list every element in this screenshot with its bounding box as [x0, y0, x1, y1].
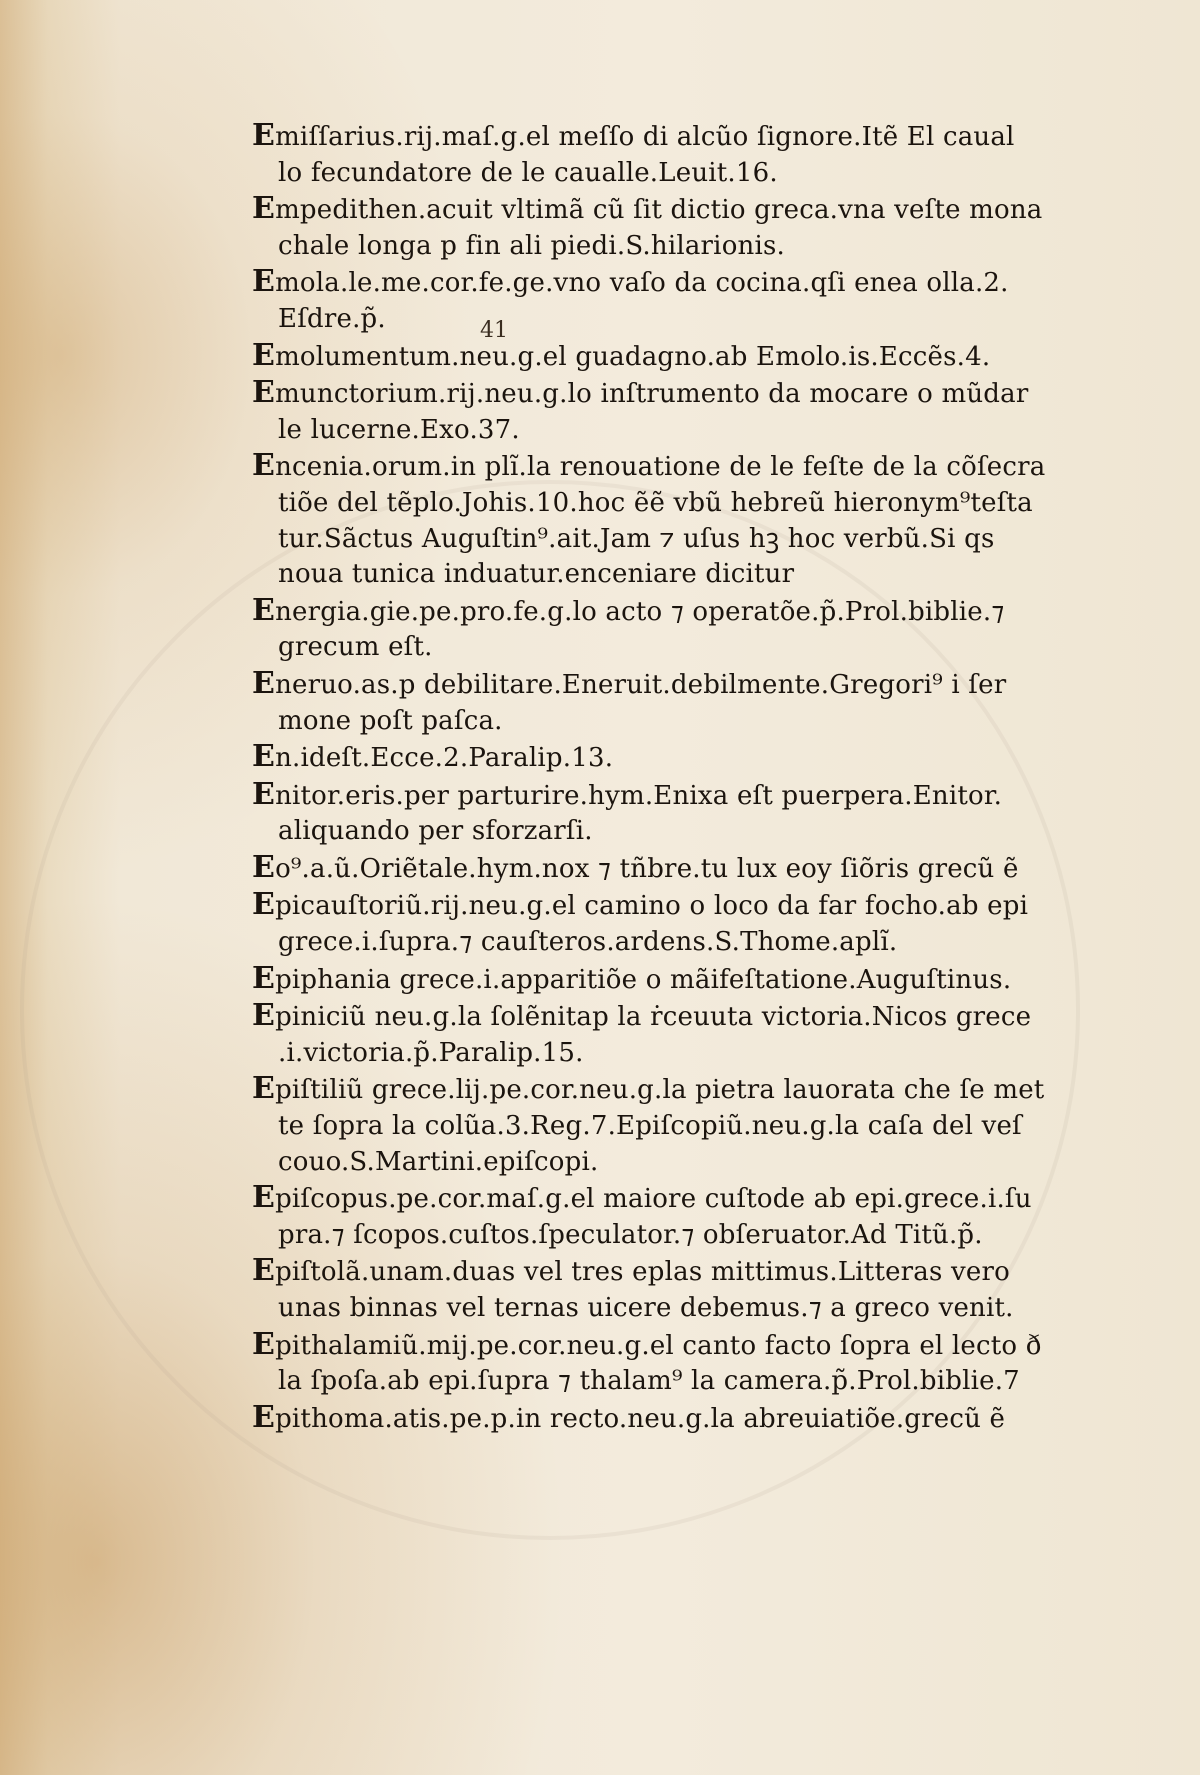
entry-headline: Eo⁹.a.ũ.Oriẽtale.hym.nox ⁊ tñbre.tu lux eoy ſiõris grecũ ẽ	[252, 849, 1019, 885]
dictionary-entry	[252, 375, 1162, 448]
entry-continuation-line: tur.Sãctus Auguſtin⁹.ait.Jam ⁊ uſus hꝫ hoc verbũ.Si qs	[278, 523, 995, 554]
dictionary-entry	[252, 777, 1162, 850]
entry-continuation-line: te ſopra la colũa.3.Reg.7.Epiſcopiũ.neu.g.la caſa del veſ	[278, 1111, 1022, 1142]
dictionary-entry	[252, 998, 1162, 1071]
dictionary-text-column	[252, 118, 1162, 1437]
entry-continuation-line: chale longa p fin ali piedi.S.hilarionis.	[278, 230, 786, 261]
entry-headline: Emiſſarius.rij.maſ.g.el meſſo di alcũo ſignore.Itẽ El caual	[252, 118, 1015, 153]
handwritten-folio-mark: 41	[480, 318, 508, 343]
entry-continuation-line: tiõe del tẽplo.Johis.10.hoc ẽẽ vbũ hebreũ hieronym⁹teſta	[278, 487, 1033, 518]
entry-headline: Eneruo.as.p debilitare.Eneruit.debilmente.Gregori⁹ i ſer	[252, 665, 1007, 701]
entry-headline: Epithoma.atis.pe.p.in recto.neu.g.la abreuiatiõe.grecũ ẽ	[252, 1399, 1006, 1435]
dictionary-entry	[252, 739, 1162, 777]
dictionary-entry	[252, 1400, 1162, 1438]
entry-continuation-line: pra.⁊ ſcopos.cuſtos.ſpeculator.⁊ obſeruator.Ad Titũ.p̃.	[278, 1219, 983, 1250]
dictionary-entry	[252, 1071, 1162, 1180]
entry-continuation-line: grece.i.ſupra.⁊ cauſteros.ardens.S.Thome.aplĩ.	[278, 927, 898, 958]
entry-continuation-line: lo fecundatore de le caualle.Leuit.16.	[278, 157, 778, 188]
entry-headline: Epiſtolã.unam.duas vel tres eplas mittimus.Litteras vero	[252, 1253, 1010, 1289]
entry-continuation-line: unas binnas vel ternas uicere debemus.⁊ a greco venit.	[278, 1293, 1014, 1323]
dictionary-entry	[252, 448, 1162, 592]
dictionary-entry	[252, 118, 1162, 191]
entry-headline: Epithalamiũ.mij.pe.cor.neu.g.el canto facto ſopra el lecto ð	[252, 1326, 1042, 1362]
dictionary-entry	[252, 1253, 1162, 1326]
dictionary-entry	[252, 887, 1162, 960]
entry-headline: Encenia.orum.in plĩ.la renouatione de le feſte de la cõſecra	[252, 448, 1046, 484]
entry-continuation-line: la ſpoſa.ab epi.ſupra ⁊ thalam⁹ la camera.p̃.Prol.biblie.7	[278, 1366, 1020, 1397]
entry-headline: Epicauſtoriũ.rij.neu.g.el camino o loco da far focho.ab epi	[252, 887, 1029, 923]
entry-continuation-line: aliquando per sforzarſi.	[278, 816, 593, 847]
entry-headline: Emolumentum.neu.g.el guadagno.ab Emolo.is.Eccẽs.4.	[252, 337, 991, 373]
entry-headline: Epiſtiliũ grece.lij.pe.cor.neu.g.la pietra lauorata che ſe met	[252, 1071, 1045, 1107]
entry-continuation-line: le lucerne.Exo.37.	[278, 414, 520, 445]
entry-continuation-line: grecum eſt.	[278, 632, 433, 663]
dictionary-entry	[252, 1327, 1162, 1400]
dictionary-entry	[252, 666, 1162, 739]
entry-headline: Energia.gie.pe.pro.fe.g.lo acto ⁊ operatõe.p̃.Prol.biblie.⁊	[252, 592, 1005, 628]
dictionary-entry	[252, 850, 1162, 888]
entry-headline: Emunctorium.rij.neu.g.lo inſtrumento da mocare o mũdar	[252, 375, 1029, 411]
entry-headline: Emola.le.me.cor.fe.ge.vno vaſo da cocina.qſi enea olla.2.	[252, 264, 1009, 300]
dictionary-entry	[252, 191, 1162, 264]
entry-headline: Enitor.eris.per parturire.hym.Enixa eſt puerpera.Enitor.	[252, 776, 1003, 812]
dictionary-entry	[252, 1180, 1162, 1253]
dictionary-entry	[252, 593, 1162, 666]
entry-headline: Epiſcopus.pe.cor.maſ.g.el maiore cuſtode ab epi.grece.i.ſu	[252, 1180, 1032, 1216]
entry-headline: Epiphania grece.i.apparitiõe o mãifeſtatione.Auguſtinus.	[252, 960, 1012, 996]
entry-continuation-line: mone poſt paſca.	[278, 705, 503, 736]
entry-headline: Epiniciũ neu.g.la ſolẽnitap la ṙceuuta victoria.Nicos grece	[252, 998, 1032, 1034]
entry-continuation-line: .i.victoria.p̃.Paralip.15.	[278, 1037, 584, 1068]
entry-headline: En.ideſt.Ecce.2.Paralip.13.	[252, 739, 614, 775]
entry-continuation-line: couo.S.Martini.epiſcopi.	[278, 1146, 599, 1177]
dictionary-entry	[252, 961, 1162, 999]
entry-continuation-line: noua tunica induatur.enceniare dicitur	[278, 559, 795, 590]
dictionary-entry	[252, 338, 1162, 376]
entry-continuation-line: Eſdre.p̃.	[278, 303, 386, 334]
entry-headline: Empedithen.acuit vltimã cũ ſit dictio greca.vna veſte mona	[252, 191, 1043, 227]
dictionary-entry	[252, 264, 1162, 337]
